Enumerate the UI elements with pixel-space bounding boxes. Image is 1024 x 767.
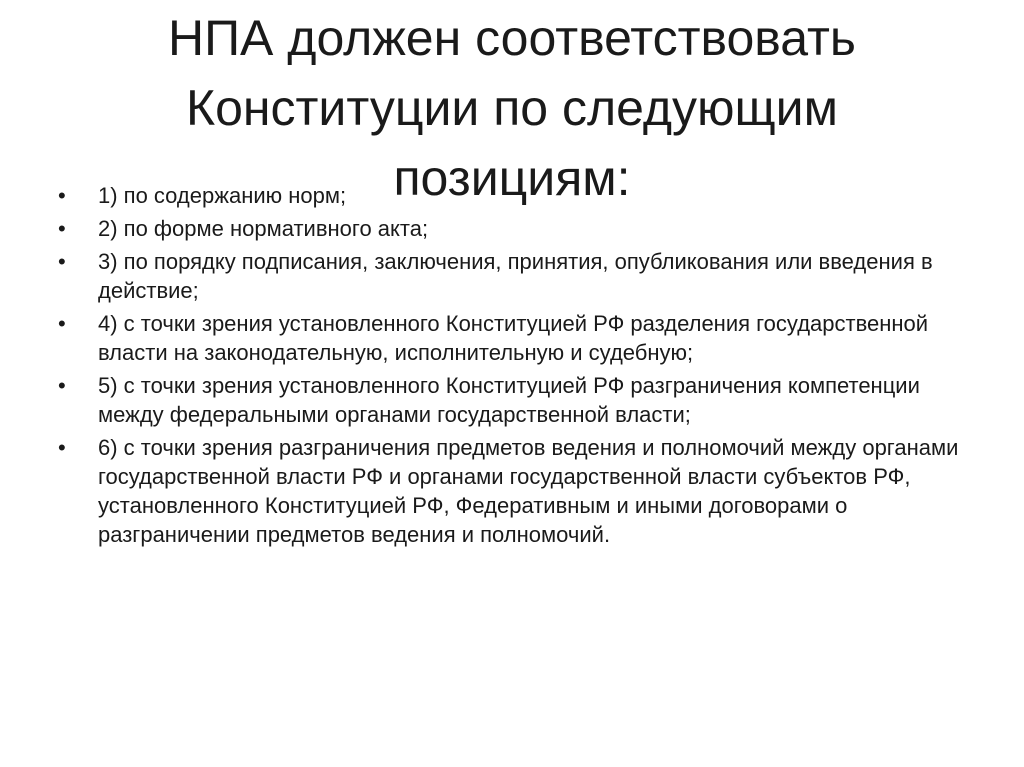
bullet-icon: • bbox=[58, 311, 66, 336]
bullet-text: 4) с точки зрения установленного Конституцией РФ разделения государственной власти на законодательную, исполнительную и судебную; bbox=[98, 311, 929, 365]
bullet-icon: • bbox=[58, 216, 66, 241]
list-item bbox=[58, 433, 978, 549]
slide-title-line-2: Конституции по следующим bbox=[185, 80, 838, 136]
list-item bbox=[58, 371, 978, 429]
bullet-text: 2) по форме нормативного акта; bbox=[98, 216, 429, 241]
slide-title-line-1: НПА должен соответствовать bbox=[168, 10, 856, 66]
list-item bbox=[58, 247, 978, 305]
bullet-icon: • bbox=[58, 373, 66, 398]
bullet-text: 5) с точки зрения установленного Конституцией РФ разграничения компетенции между федеральными органами государственной власти; bbox=[98, 373, 920, 427]
list-item bbox=[58, 181, 978, 210]
list-item bbox=[58, 214, 978, 243]
bullet-text: 1) по содержанию норм; bbox=[98, 183, 347, 208]
bullet-text: 6) с точки зрения разграничения предметов ведения и полномочий между органами государственной власти РФ и органами государственной власти субъектов РФ, установленного Конституцией РФ, Федеративным и иными договорами о разграничении предметов ведения и полномочий. bbox=[98, 435, 959, 547]
bullet-icon: • bbox=[58, 249, 66, 274]
slide-title-line-3: позициям: bbox=[393, 150, 631, 206]
bullet-text: 3) по порядку подписания, заключения, принятия, опубликования или введения в действие; bbox=[98, 249, 933, 303]
bullet-list bbox=[58, 181, 978, 553]
bullet-icon: • bbox=[58, 183, 66, 208]
list-item bbox=[58, 309, 978, 367]
bullet-icon: • bbox=[58, 435, 66, 460]
